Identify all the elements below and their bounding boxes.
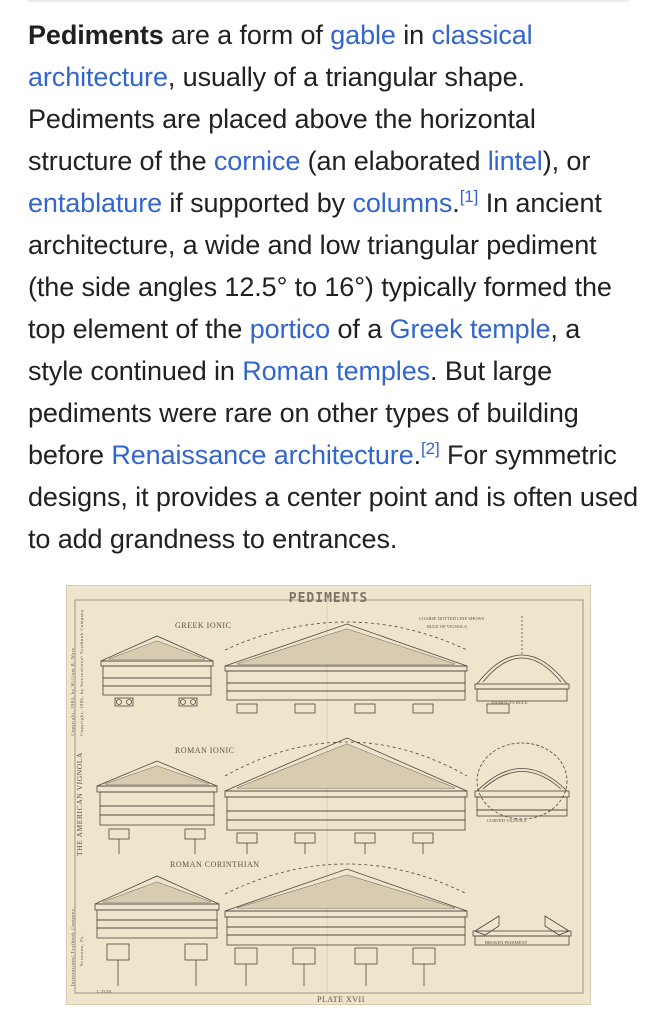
publisher-line-2: Scranton, Pa. [79, 934, 84, 966]
link-entablature[interactable]: entablature [28, 188, 163, 218]
text-run: ), or [542, 146, 591, 176]
link-greek-temple[interactable]: Greek temple [389, 314, 551, 344]
text-run: , usually of a triangular shape. Pediments are placed above the horizontal structure of the [28, 62, 536, 176]
link-renaissance-architecture[interactable]: Renaissance architecture [111, 440, 414, 470]
link-columns[interactable]: columns [352, 188, 453, 218]
section-divider [28, 0, 629, 2]
publisher-line-1: International Textbook Company, [70, 906, 75, 986]
plate-title: PEDIMENTS [288, 591, 369, 606]
term-pediments: Pediments [28, 20, 164, 50]
link-gable[interactable]: gable [330, 20, 396, 50]
note-rule-of-vignola: RULE OF VIGNOLA [427, 624, 468, 629]
text-run: are a form of [163, 20, 331, 50]
reference-link-1[interactable]: [1] [459, 187, 479, 206]
side-title: THE AMERICAN VIGNOLA [75, 752, 84, 856]
link-classical-architecture[interactable]: classical architecture [28, 20, 533, 92]
label-greek-ionic: GREEK IONIC [175, 621, 232, 630]
link-roman-temples[interactable]: Roman temples [242, 356, 431, 386]
plate-number: PLATE XVII [317, 995, 365, 1004]
copyright-line-2: Copyright, 1906, by International Textbook Company [79, 609, 84, 736]
article-paragraph: Pediments are a form of gable in classical architecture, usually of a triangular shape. Pediments are placed above the horizontal structure of the cornice (an elaborated lintel), or entablature if supported by columns.[1] In ancient architecture, a wide and low triangular pediment (the side angles 12.5° to 16°) typically formed the top element of the portico of a Greek temple, a style continued in Roman temples. But large pediments were rare on other types of building before Renaissance architecture.[2] For symmetric designs, it provides a center point and is often used to add grandness to entrances. [28, 20, 639, 554]
text-run: of a [330, 314, 390, 344]
text-run: For symmetric designs, it provides a center point and is often used to add grandness to entrances. [28, 440, 639, 554]
reference-link-2[interactable]: [2] [421, 439, 440, 458]
label-curved: CURVED VIGNOLA [487, 818, 527, 823]
pediments-plate-image[interactable] [66, 585, 591, 1005]
link-cornice[interactable]: cornice [213, 146, 301, 176]
text-run: , a style continued in [28, 314, 581, 386]
copyright-line-1: Copyright, 1904, by William R. Ware [70, 647, 75, 736]
text-run: if supported by [162, 188, 353, 218]
label-broken-pediment: BROKEN PEDIMENT [485, 940, 528, 945]
plate-code: L 23 D1 [97, 989, 112, 994]
reference-2 [421, 439, 440, 458]
label-roman-corinthian: ROMAN CORINTHIAN [170, 860, 260, 869]
text-run: In ancient architecture, a wide and low triangular pediment (the side angles 12.5° to 16°) typically formed the top element of the [28, 188, 612, 344]
link-portico[interactable]: portico [249, 314, 331, 344]
label-vignolas-rule: VIGNOLA'S RULE [491, 700, 528, 705]
text-run: (an elaborated [300, 146, 488, 176]
note-dotted-line: COARSE DOTTED LINE SHOWS [419, 616, 485, 621]
label-roman-ionic: ROMAN IONIC [175, 746, 235, 755]
reference-1 [460, 187, 479, 206]
link-lintel[interactable]: lintel [487, 146, 543, 176]
text-run: in [395, 20, 432, 50]
text-run: . But large pediments were rare on other types of building before [28, 356, 579, 470]
